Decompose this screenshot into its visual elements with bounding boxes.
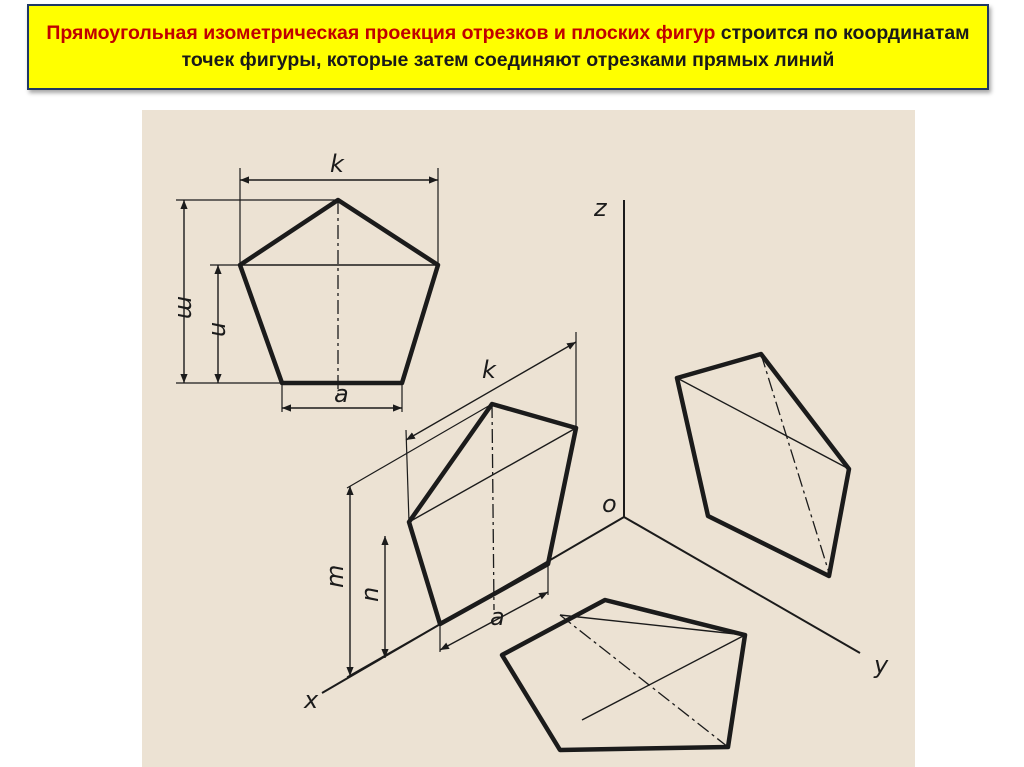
iso-label-m: m bbox=[321, 564, 349, 588]
title-banner bbox=[27, 4, 989, 90]
front-label-a: a bbox=[334, 380, 349, 408]
front-label-m: m bbox=[172, 296, 200, 320]
isometric-drawing bbox=[142, 110, 915, 767]
iso-label-a: a bbox=[490, 603, 505, 631]
axis-y-label: y bbox=[874, 651, 889, 679]
front-label-k: k bbox=[330, 150, 344, 178]
title-rest: строится по координатам точек фигуры, которые затем соединяют отрезками прямых линий bbox=[181, 22, 970, 71]
axis-x-label: x bbox=[304, 686, 319, 714]
origin-label: o bbox=[602, 490, 617, 518]
drawing-canvas bbox=[142, 110, 915, 767]
title-highlight: Прямоугольная изометрическая проекция отрезков и плоских фигур bbox=[46, 22, 716, 44]
front-label-n: n bbox=[206, 322, 234, 338]
axis-z-label: z bbox=[594, 194, 607, 222]
slide-title bbox=[41, 20, 975, 74]
iso-label-k: k bbox=[482, 356, 496, 384]
paper-background bbox=[142, 110, 915, 767]
iso-label-n: n bbox=[356, 586, 384, 602]
